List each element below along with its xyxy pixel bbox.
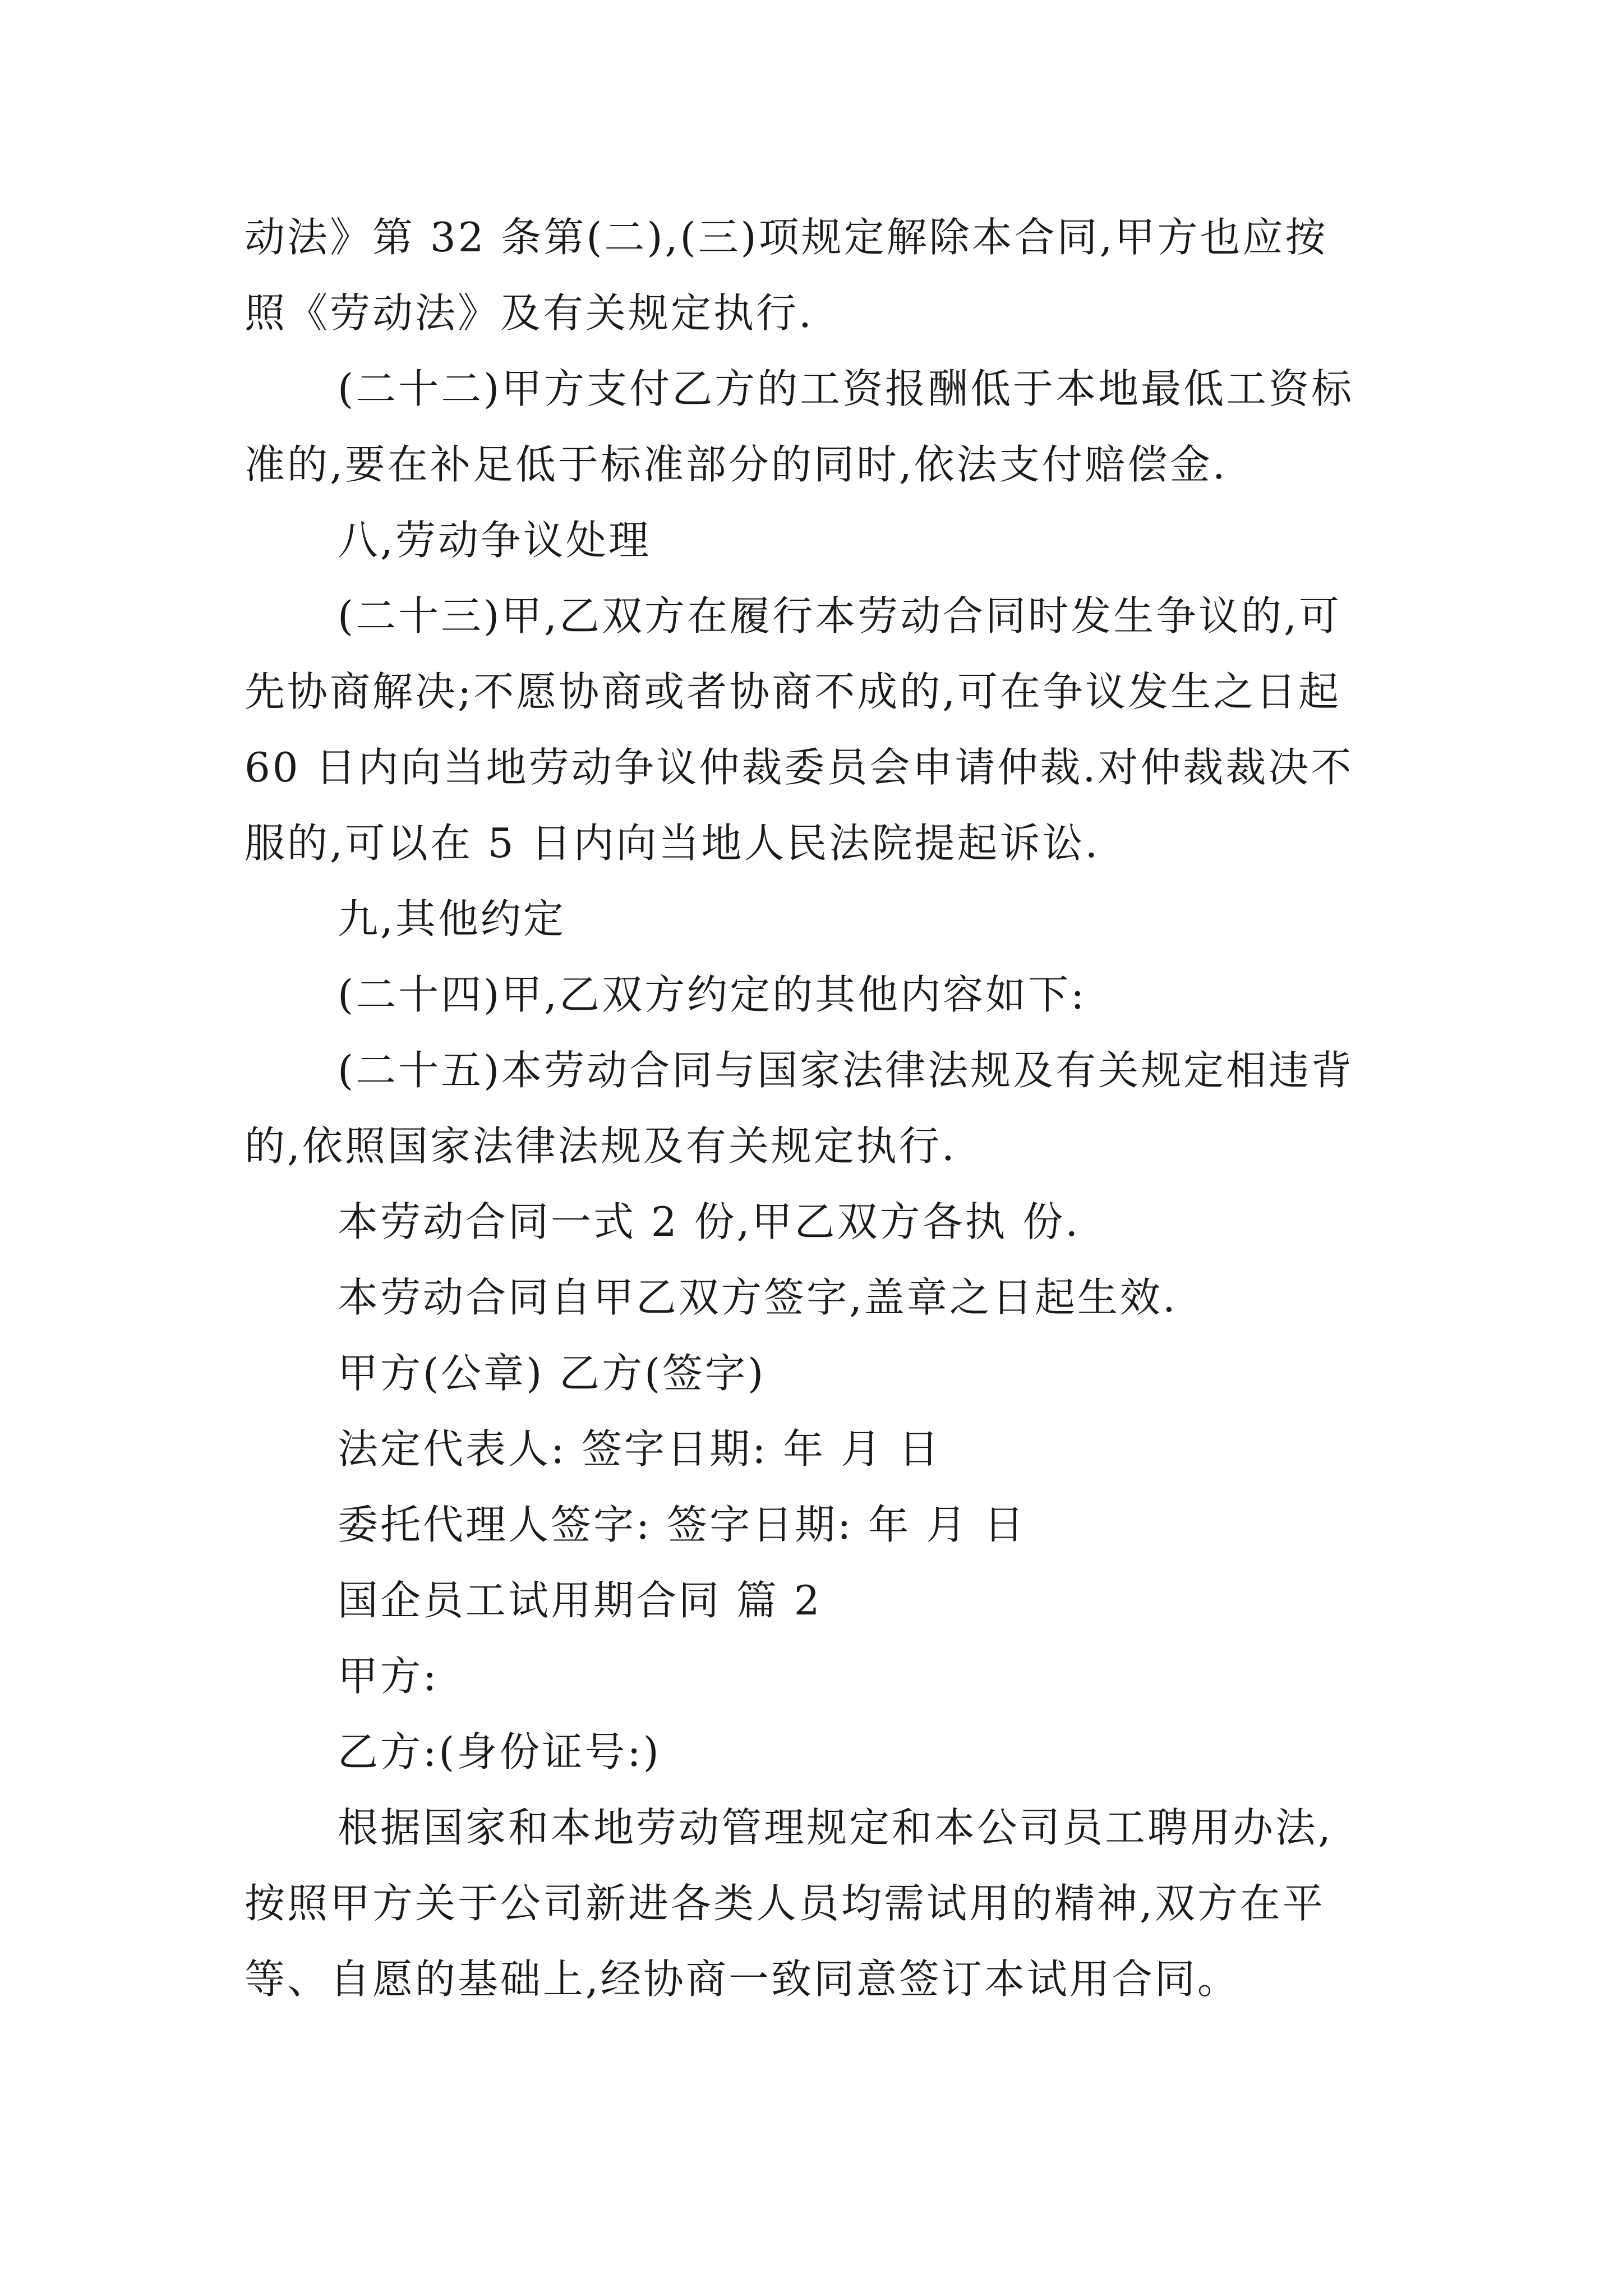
copies-statement: 本劳动合同一式 2 份,甲乙双方各执 份.	[338, 1198, 1081, 1245]
signature-parties: 甲方(公章) 乙方(签字)	[338, 1350, 766, 1397]
text-line: 准的,要在补足低于标准部分的同时,依法支付赔偿金.	[245, 441, 1228, 488]
contract-title-part-2: 国企员工试用期合同 篇 2	[338, 1577, 822, 1624]
section-heading-9: 九,其他约定	[338, 895, 566, 942]
text-line: 动法》第 32 条第(二),(三)项规定解除本合同,甲方也应按	[245, 214, 1328, 261]
clause-22: (二十二)甲方支付乙方的工资报酬低于本地最低工资标	[338, 365, 1354, 412]
legal-representative-line: 法定代表人: 签字日期: 年 月 日	[338, 1425, 942, 1473]
text-line: 先协商解决;不愿协商或者协商不成的,可在争议发生之日起	[245, 668, 1341, 715]
party-b-line: 乙方:(身份证号:)	[338, 1728, 661, 1775]
clause-25: (二十五)本劳动合同与国家法律法规及有关规定相违背	[338, 1047, 1354, 1094]
text-line: 60 日内向当地劳动争议仲裁委员会申请仲裁.对仲裁裁决不	[245, 744, 1354, 791]
section-heading-8: 八,劳动争议处理	[338, 517, 651, 564]
text-line: 服的,可以在 5 日内向当地人民法院提起诉讼.	[245, 820, 1100, 867]
party-a-line: 甲方:	[338, 1653, 439, 1700]
text-line: 按照甲方关于公司新进各类人员均需试用的精神,双方在平	[245, 1880, 1325, 1927]
text-line: 照《劳动法》及有关规定执行.	[245, 289, 814, 337]
text-line: 等、自愿的基础上,经协商一致同意签订本试用合同。	[245, 1955, 1240, 2003]
clause-23: (二十三)甲,乙双方在履行本劳动合同时发生争议的,可	[338, 592, 1341, 639]
document-body	[245, 200, 1389, 2017]
preamble-paragraph: 根据国家和本地劳动管理规定和本公司员工聘用办法,	[338, 1804, 1333, 1851]
agent-signature-line: 委托代理人签字: 签字日期: 年 月 日	[338, 1501, 1027, 1548]
clause-24: (二十四)甲,乙双方约定的其他内容如下:	[338, 971, 1087, 1018]
text-line: 的,依照国家法律法规及有关规定执行.	[245, 1122, 957, 1170]
effective-statement: 本劳动合同自甲乙双方签字,盖章之日起生效.	[338, 1274, 1178, 1321]
